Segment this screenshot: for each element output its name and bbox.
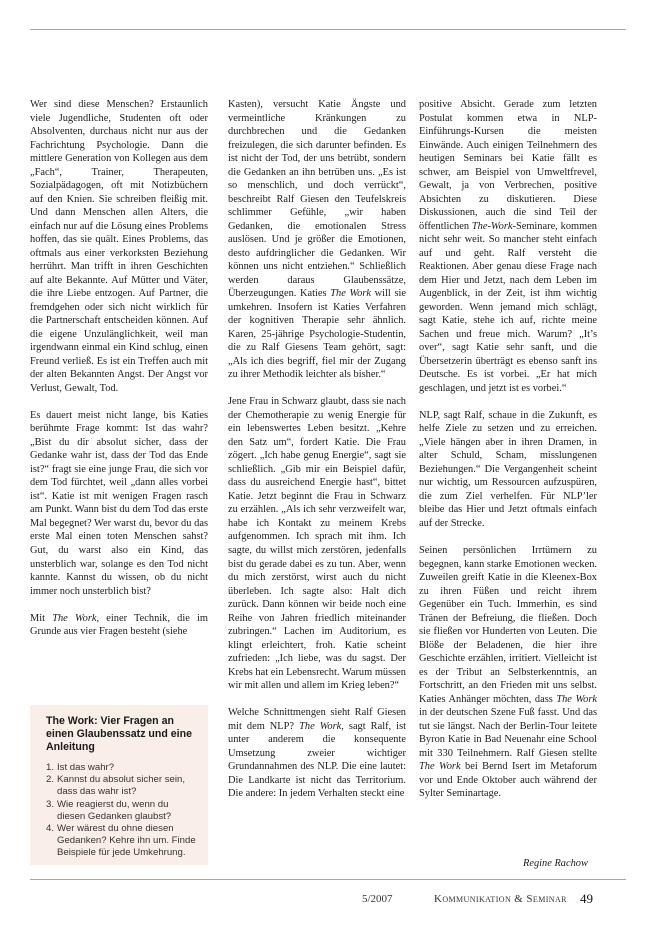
top-rule: [30, 29, 626, 30]
paragraph: Welche Schnittmengen sieht Ralf Giesen mit dem NLP? The Work, sagt Ralf, ist unter anderem die konsequente Umsetzung zweier wichtiger Grundannahmen des NLP. Die eine lautet: Die Landkarte ist nicht das Territorium. Die andere: In jedem Verhalten steckt eine: [228, 707, 406, 800]
list-item: 4. Wer wärest du ohne diesen Gedanken? Kehre ihn um. Finde Beispiele für jede Umkehrung.: [46, 823, 196, 859]
author-signature: Regine Rachow: [523, 858, 588, 869]
sidebar-box-title: The Work: Vier Fragen an einen Glaubenssatz und eine Anleitung: [46, 715, 192, 753]
column-1: [30, 98, 208, 639]
paragraph: Es dauert meist nicht lange, bis Katies berühmte Frage kommt: Ist das wahr? „Bist du dir absolut sicher, dass der Gedanke wahr ist, dass der Tod das Ende ist?“ fragt sie eine junge Frau, die sich vor dem Tod fürchtet, weil „dann alles vorbei ist“. Katie ist mit wenigen Fragen rasch am Punkt. Wann bist du dem Tod das erste Mal begegnet? Wer warst du, bevor du das erste Mal einen toten Menschen sahst? Gut, du warst also ein Kind, das unsterblich war, solange es den Tod nicht kannte. Kannst du wissen, ob du nicht immer noch unsterblich bist?: [30, 409, 208, 597]
question-list: [30, 762, 208, 860]
paragraph: Seinen persönlichen Irrtümern zu begegnen, kann starke Emotionen wecken. Zuweilen greift Katie in die Kleenex-Box zu ihren Füßen und reicht ihrem Gegenüber ein Tuch. Immerhin, es sind Tränen der Befreiung, die fließen. Doch sie fließen vor Hunderten von Leuten. Die Blöße der Beladenen, die hier ihre Geschichte erzählen, irritiert. Vielleicht ist es der Tribut an Selbsterkenntnis, an Fortschritt, an den Frieden mit uns selbst. Katies Anhänger möchten, dass The Work in der deutschen Szene Fuß fasst. Und das tut sie längst. Nach der Berlin-Tour leitete Byron Katie in Bad Neuenahr eine School mit 330 Teilnehmern. Ralf Giesen stellte The Work bei Bernd Isert im Metaforum vor und Ende Oktober auch während der Sylter Seminartage.: [419, 544, 597, 800]
paragraph: NLP, sagt Ralf, schaue in die Zukunft, es helfe Ziele zu setzen und zu erreichen. „Viele hängen aber in ihren Dramen, in alter Schuld, Scham, misslungenen Beziehungen.“ Die Vergangenheit scheint nur wichtig, um Ressourcen aufzuspüren, die zum Ziel verhelfen. Für NLP’ler bleibe das Hier und Jetzt oftmals einfach auf der Strecke.: [419, 409, 597, 529]
magazine-name: Kommunikation & Seminar: [434, 893, 567, 905]
issue-number: 5/2007: [362, 893, 393, 905]
sidebar-box-four-questions: [30, 705, 208, 865]
list-item: 3. Wie reagierst du, wenn du diesen Gedanken glaubst?: [46, 798, 172, 822]
paragraph: Wer sind diese Menschen? Erstaunlich viele Jugendliche, Studenten oft oder Absolventen, durchaus nicht nur aus der Fachrichtung Psychologie. Dann die mittlere Generation von Kollegen aus dem „Fach“, Trainer, Therapeuten, Sozialpädagogen, oft mit Notizbüchern auf den Knien. Sie schreiben fleißig mit. Und dann Menschen allen Alters, die einfach nur auf die Lösung eines Problems hoffen, das sie quält. Eines Problems, das oftmals aus einer verkorksten Beziehung herrührt. Man trifft in ihren Geschichten auf alte Bekannte. Auf Mütter und Väter, die ihre Liebe entzogen. Auf Partner, die fremdgehen oder sich nicht wirklich für die Partnerschaft entscheiden können. Auf die eigene Unzulänglichkeit, weil man irgendwann einmal ein Kind schlug, einen Freund verließ. Es ist ein Treffen auch mit der alten Bekannten Angst. Der Angst vor Verlust, Gewalt, Tod.: [30, 99, 208, 394]
paragraph: Mit The Work, einer Technik, die im Grunde aus vier Fragen besteht (siehe: [30, 612, 208, 638]
bottom-rule: [30, 879, 626, 880]
list-item: 2. Kannst du absolut sicher sein, dass das wahr ist?: [46, 774, 185, 798]
page-number: 49: [580, 891, 593, 906]
list-item: 1. Ist das wahr?: [46, 762, 115, 773]
paragraph: positive Absicht. Gerade zum letzten Postulat kommen etwa in NLP-Einführungs-Kursen die meisten Einwände. Auch einigen Teilnehmern des heutigen Seminars bei Katie fällt es schwer, am Beispiel von Umweltfrevel, Gewalt, ja von Verbrechen, positive Absichten zu diskutieren. Diese Diskussionen, auch die sind Teil der öffentlichen The-Work-Seminare, kommen nicht sehr weit. So mancher steht einfach auf und geht. Ralf versteht die Reaktionen. Aber genau diese Frage nach dem Hier und Jetzt, nach dem Leben im Augenblick, in der Zeit, ist ihm wichtig geworden. Wenn jemand mich schlägt, sagt Katie, stehe ich auf, richte meine Sachen und freue mich. Warum? „It’s over“, sagt Katie sehr sanft, und die Übersetzerin überträgt es ebenso sanft ins Deutsche. Es ist vorbei. „Er hat mich geschlagen, und jetzt ist es vorbei.“: [419, 99, 597, 394]
column-3: [419, 98, 597, 801]
column-2: [228, 98, 406, 801]
paragraph: Jene Frau in Schwarz glaubt, dass sie nach der Chemotherapie zu wenig Energie für ein lebenswertes Leben besitzt. „Kehre den Satz um“, fordert Katie. Die Frau zögert. „Ich habe genug Energie“, sagt sie schließlich. „Gib mir ein Beispiel dafür, dass du ausreichend Energie hast“, bittet Katie. Jetzt beginnt die Frau in Schwarz zu erzählen. „Als ich sehr verzweifelt war, habe ich Kontakt zu meinem Krebs aufgenommen. Ich sprach mit ihm. Ich sagte, du willst mich zerstören, jedenfalls bist du gerade dabei es zu tun. Aber, wenn du mich zerstörst, wirst auch du nicht überleben. Ich sagte also: Halt dich zurück. Dann können wir beide noch eine Reihe von Jahren friedlich miteinander zubringen.“ Lachen im Auditorium, es klingt erleichtert, froh. Katie scheint zufrieden: „Ich liebe, was du sagst. Der Krebs hat ein Lebensrecht. Warum müssen wir mit allen und allem im Krieg leben?“: [228, 396, 406, 692]
paragraph: Kasten), versucht Katie Ängste und vermeintliche Kränkungen zu durchbrechen und die Gedanken freizulegen, die sich darunter befinden. Es ist nicht der Tod, der uns betrübt, sondern die Gedanken an ihn betrüben uns. „Es ist so menschlich, und doch verrückt“, beschreibt Ralf Giesen den Teufelskreis schlimmer Gefühle, „wir haben Gedanken, die emotionalen Stress auslösen. Und je größer die Emotionen, desto aufdringlicher die Gedanken. Wir können uns nicht entziehen.“ Schließlich werden daraus Glaubenssätze, Überzeugungen. Katies The Work will sie umkehren. Insofern ist Katies Verfahren der kognitiven Therapie sehr ähnlich. Karen, 25-jährige Psychologie-Studentin, die zu Ralf Giesens Team gehört, sagt: „Als ich dies begriff, fiel mir der Zugang zu ihrer Methodik leichter als bisher.“: [228, 99, 406, 381]
